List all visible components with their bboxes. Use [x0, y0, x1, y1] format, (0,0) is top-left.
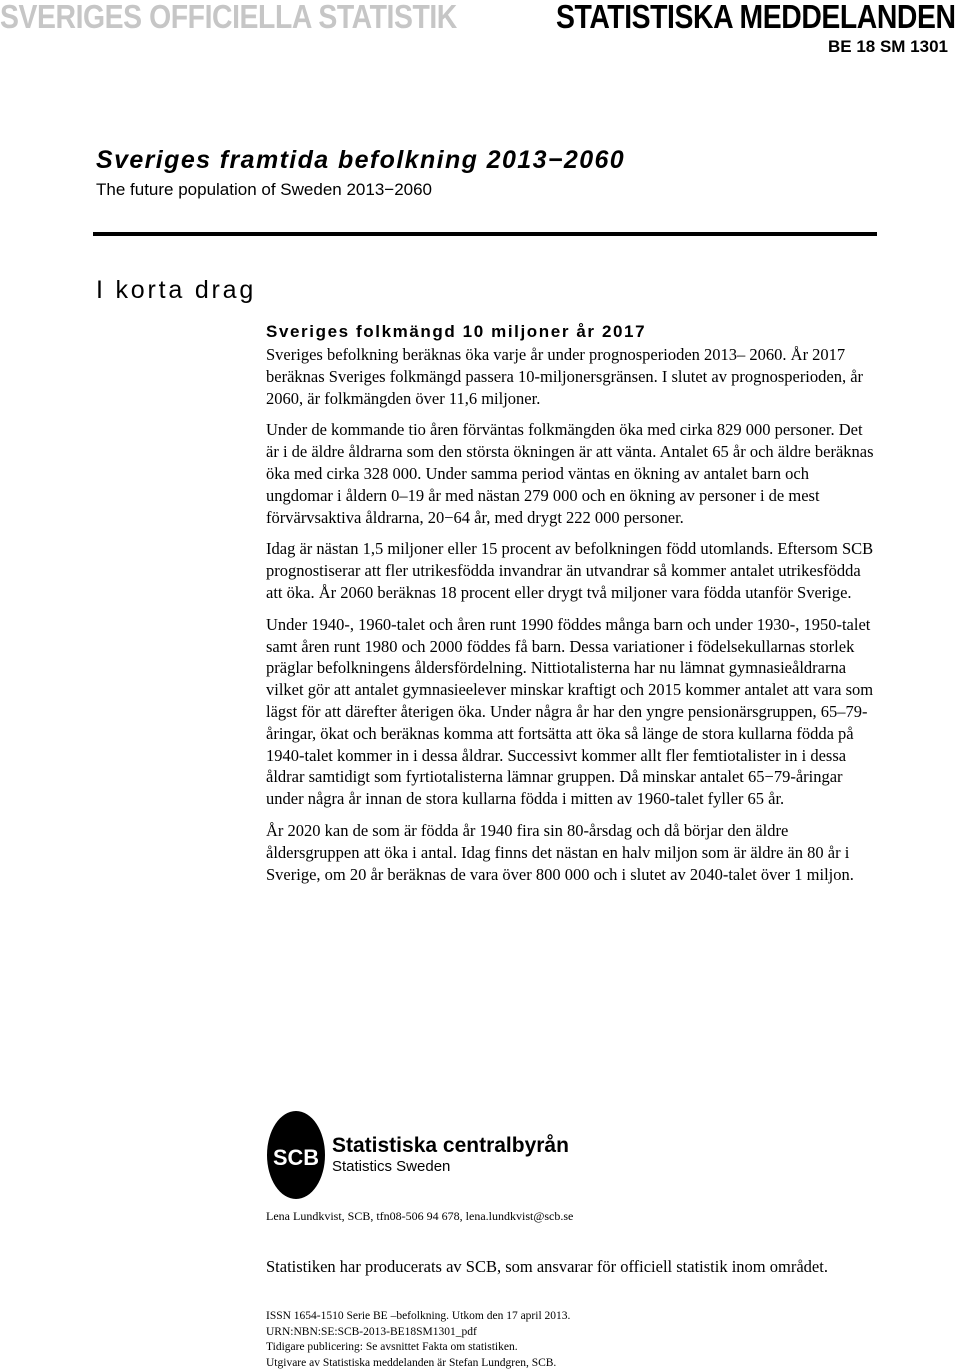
summary-content [266, 320, 878, 895]
footer-issn: ISSN 1654-1510 Serie BE –befolkning. Utkom den 17 april 2013. [266, 1310, 571, 1322]
footer-urn: URN:NBN:SE:SCB-2013-BE18SM1301_pdf [266, 1325, 477, 1338]
scb-logo-mark-icon [266, 1110, 330, 1200]
footer-previous-publication: Tidigare publicering: Se avsnittet Fakta om statistiken. [266, 1341, 518, 1353]
producer-note: Statistiken har producerats av SCB, som ansvarar för officiell statistik inom området. [266, 1257, 828, 1276]
paragraph-3: Idag är nästan 1,5 miljoner eller 15 procent av befolkningen född utomlands. Eftersom SCB prognostiserar att fler utrikesfödda invandrar än utvandrar så kommer antalet utrikesfödda att öka. År 2060 beräknas 18 procent eller drygt två miljoner vara födda utanför Sverige. [266, 539, 874, 602]
scb-logo-name: Statistiska centralbyrån [332, 1134, 569, 1157]
banner [0, 0, 960, 38]
page-subtitle: The future population of Sweden 2013−2060 [96, 180, 433, 199]
contact-info: Lena Lundkvist, SCB, tfn08-506 94 678, lena.lundkvist@scb.se [266, 1209, 574, 1223]
summary-subheading: Sveriges folkmängd 10 miljoner år 2017 [266, 322, 647, 341]
series-code: BE 18 SM 1301 [827, 37, 948, 56]
banner-official-statistics: SVERIGES OFFICIELLA STATISTIK [0, 0, 457, 35]
footer-publisher: Utgivare av Statistiska meddelanden är Stefan Lundgren, SCB. [266, 1356, 557, 1369]
paragraph-5: År 2020 kan de som är födda år 1940 fira sin 80-årsdag och då börjar den äldre åldersgruppen att öka i antal. Idag finns det nästan en halv miljon som är äldre än 80 år i Sverige, om 20 år beräknas de vara över 800 000 och i slutet av 2040-talet över 1 miljon. [266, 820, 854, 884]
paragraph-1: Sveriges befolkning beräknas öka varje år under prognosperioden 2013– 2060. År 2017 beräknas Sveriges folkmängd passera 10-miljonersgränsen. I slutet av prognosperioden, år 2060, är folkmängden över 11,6 miljoner. [266, 345, 864, 408]
publication-footer [266, 1309, 570, 1371]
banner-statistical-reports: STATISTISKA MEDDELANDEN [556, 0, 956, 35]
scb-logo [266, 1110, 606, 1200]
scb-logo-name-en: Statistics Sweden [332, 1158, 451, 1175]
title-divider [93, 232, 877, 236]
scb-logo-mark-text: SCB [273, 1145, 319, 1170]
section-heading: I korta drag [96, 276, 257, 304]
page-title: Sveriges framtida befolkning 2013−2060 [96, 146, 626, 174]
paragraph-4: Under 1940-, 1960-talet och åren runt 1990 föddes många barn och under 1930-, 1950-talet samt åren runt 1980 och 2000 föddes få barn. Dessa variationer i födelsekullarnas storlek präglar befolkningens åldersfördelning. Nittiotalisterna har nu lämnat gymnasieåldrarna vilket gör att antalet gymnasieelever minskar kraftigt och 2015 kommer antalet att vara som lägst för att därefter återigen öka. Under några år har den yngre pensionärsgruppen, 65–79-åringar, ökat och beräknas komma att fortsätta att öka så länge de stora kullarna födda på 1940-talet kommer in i dessa åldrar. Successivt kommer allt fler femtiotalister in i dessa åldrar samtidigt som fyrtiotalisterna lämnar gruppen. Då minskar antalet 65−79-åringar under några år innan de stora kullarna födda i mitten av 1960-talet fyller 65 år. [266, 614, 874, 809]
paragraph-2: Under de kommande tio åren förväntas folkmängden öka med cirka 829 000 personer. Det är i de äldre åldrarna som den största ökningen är att vänta. Antalet 65 år och äldre beräknas öka med cirka 328 000. Under samma period väntas en ökning av antalet barn och ungdomar i åldern 0–19 år med nästan 279 000 och en ökning av personer i de mest förvärvsaktiva åldrarna, 20−64 år, med drygt 222 000 personer. [266, 420, 874, 527]
